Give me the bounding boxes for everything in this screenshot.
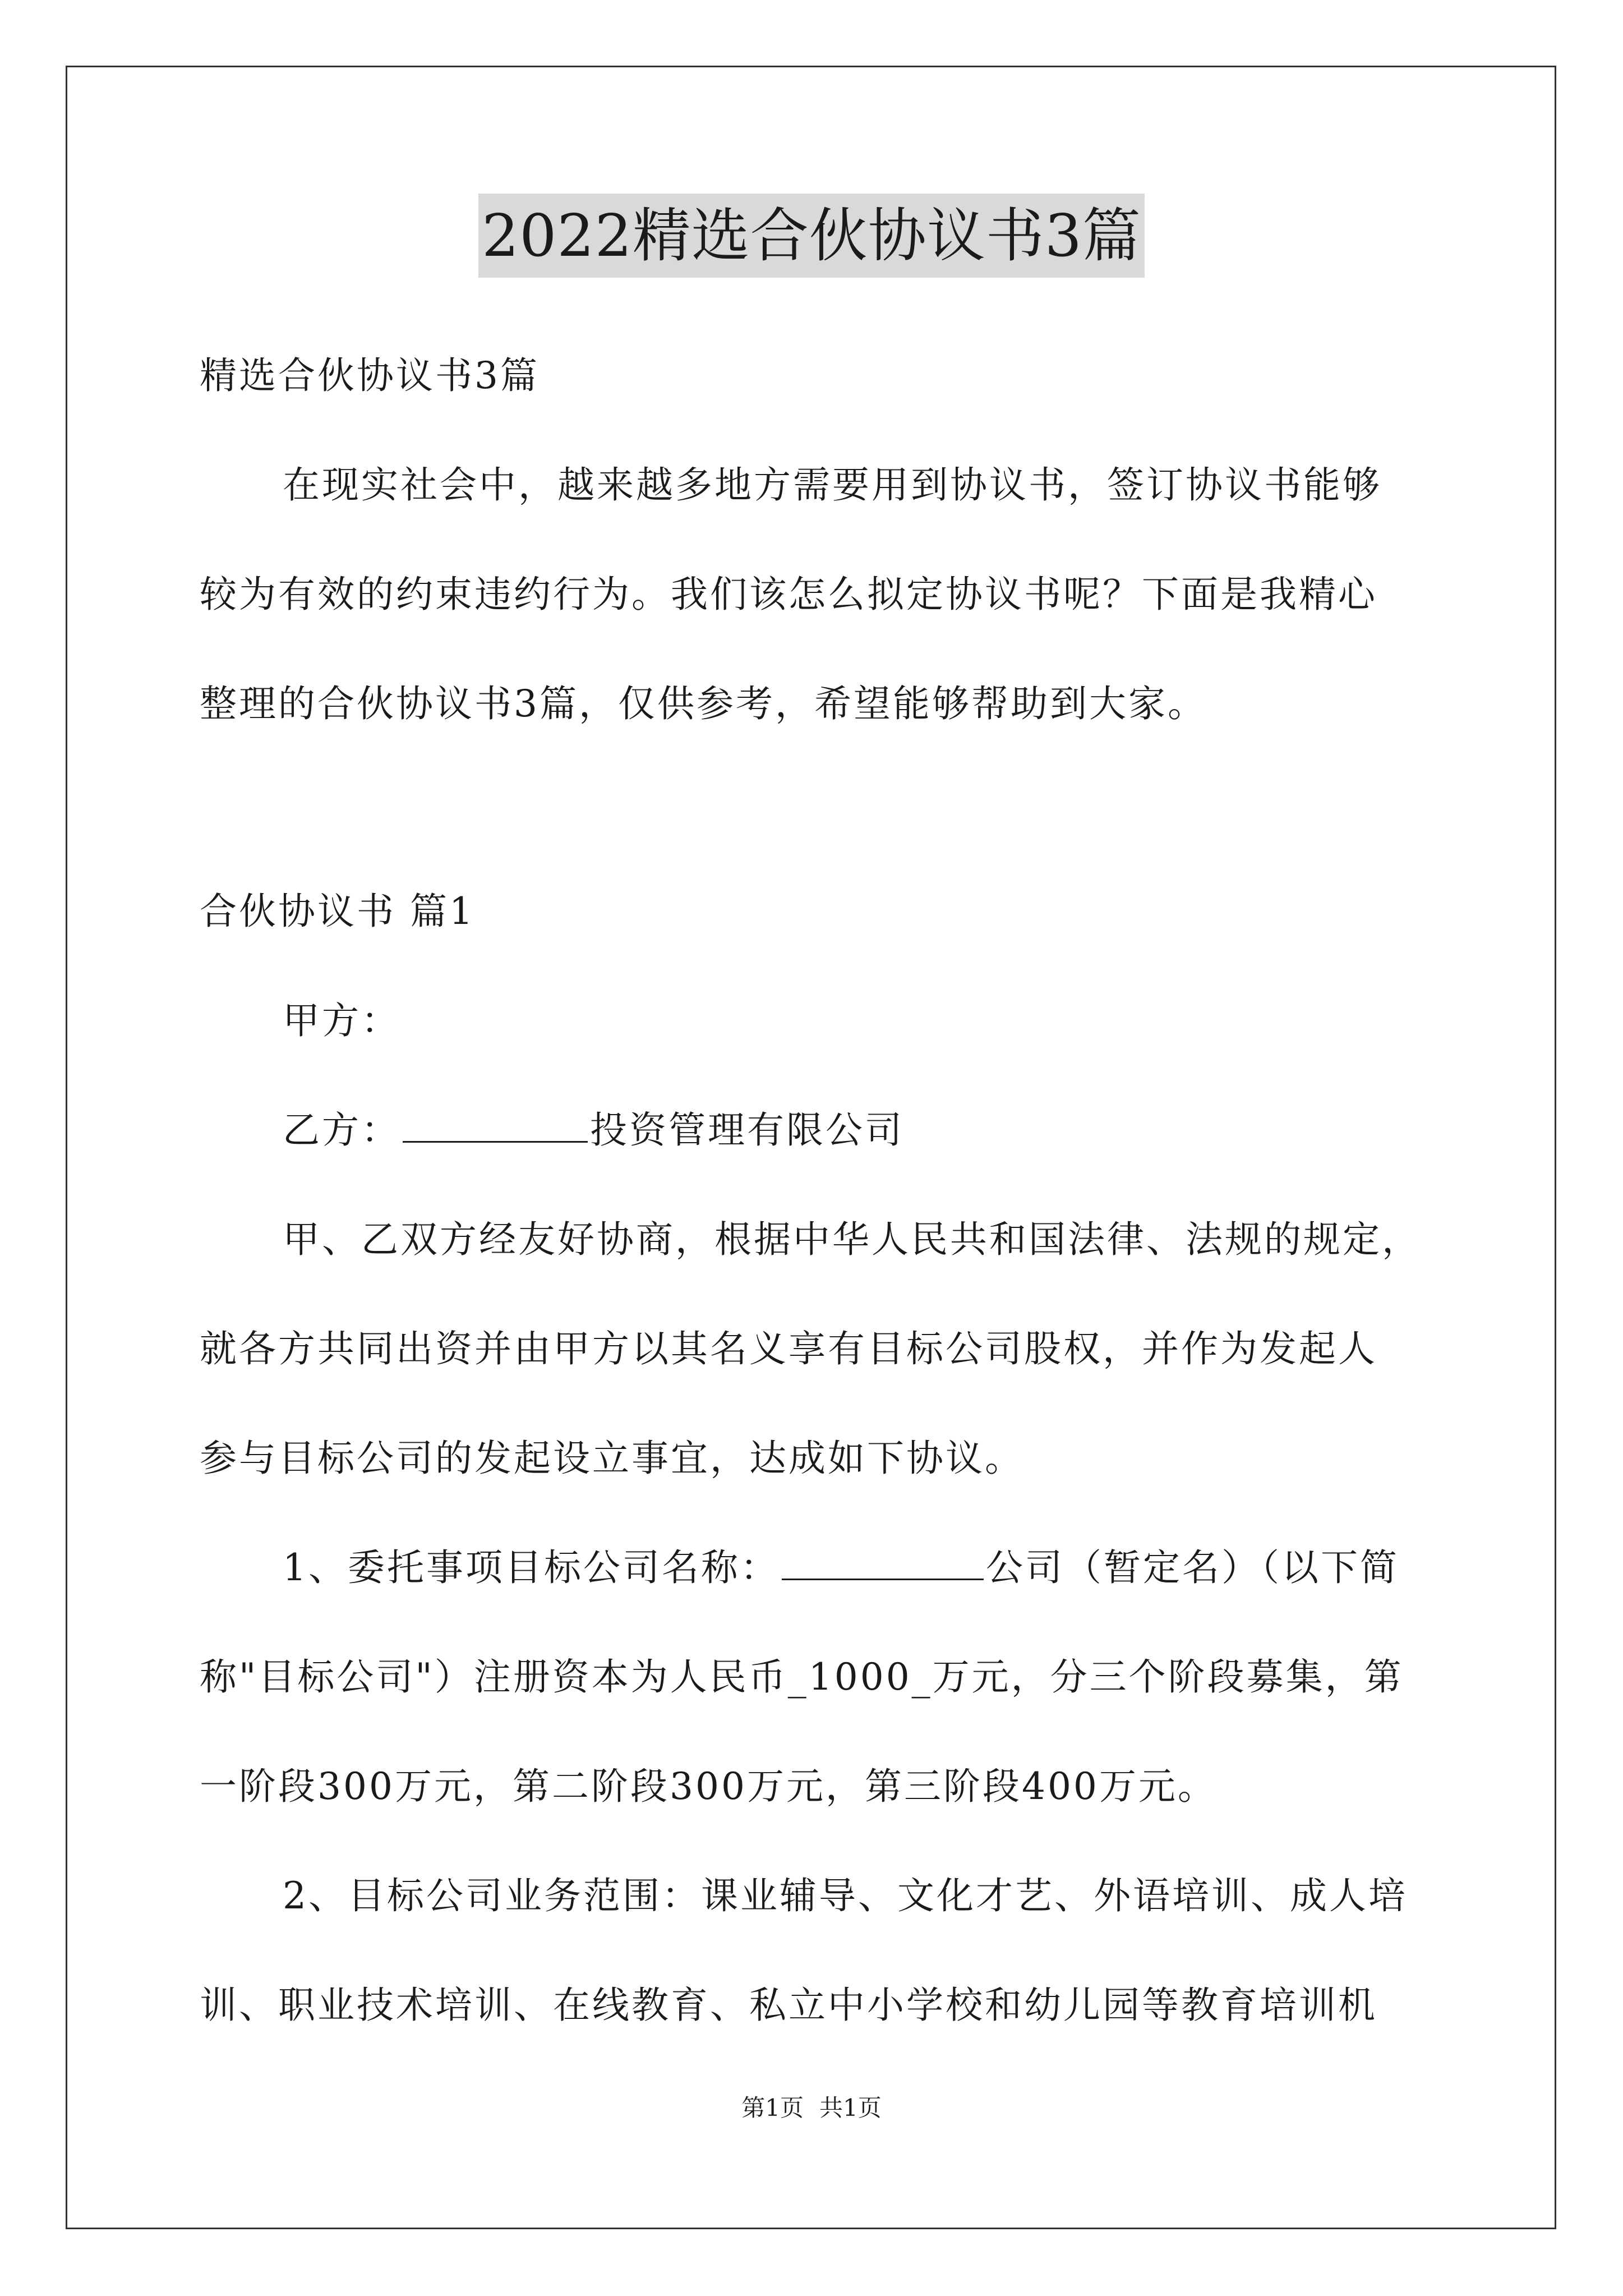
- clause1-line-3: 一阶段300万元，第二阶段300万元，第三阶段400万元。: [200, 1765, 1217, 1808]
- intro-line-2: 较为有效的约束违约行为。我们该怎么拟定协议书呢？下面是我精心: [200, 573, 1377, 616]
- section-heading: 合伙协议书 篇1: [200, 890, 475, 933]
- clause1-blank: [782, 1544, 984, 1580]
- clause1-line-1: [283, 1543, 1516, 1593]
- clause1-line-2: 称"目标公司"）注册资本为人民币_1000_万元，分三个阶段募集，第: [200, 1655, 1404, 1699]
- document-subtitle: 精选合伙协议书3篇: [200, 354, 540, 397]
- party-b-label: 乙方：: [283, 1108, 400, 1152]
- clause1-suffix: 公司（暂定名）（以下简: [986, 1546, 1399, 1589]
- document-title: 2022精选合伙协议书3篇: [478, 194, 1145, 278]
- agreement-line-2: 就各方共同出资并由甲方以其名义享有目标公司股权，并作为发起人: [200, 1327, 1377, 1370]
- agreement-line-1: 甲、乙双方经友好协商，根据中华人民共和国法律、法规的规定，: [283, 1218, 1421, 1261]
- clause2-line-2: 训、职业技术培训、在线教育、私立中小学校和幼儿园等教育培训机: [200, 1984, 1377, 2027]
- intro-line-3: 整理的合伙协议书3篇，仅供参考，希望能够帮助到大家。: [200, 682, 1207, 725]
- party-b-blank: [403, 1106, 588, 1143]
- title-container: [0, 194, 1623, 278]
- page-number: 第1页: [741, 2094, 804, 2122]
- clause2-line-1: 2、目标公司业务范围：课业辅导、文化才艺、外语培训、成人培: [283, 1874, 1408, 1917]
- party-b-company: 投资管理有限公司: [590, 1108, 904, 1152]
- page-footer: [0, 2091, 1623, 2125]
- page-count: 共1页: [819, 2094, 882, 2122]
- agreement-line-3: 参与目标公司的发起设立事宜，达成如下协议。: [200, 1437, 1024, 1480]
- clause1-prefix: 1、委托事项目标公司名称：: [283, 1546, 780, 1589]
- party-b-line: [283, 1105, 1516, 1156]
- intro-line-1: 在现实社会中，越来越多地方需要用到协议书，签订协议书能够: [283, 463, 1382, 507]
- party-a-label: 甲方：: [283, 999, 400, 1042]
